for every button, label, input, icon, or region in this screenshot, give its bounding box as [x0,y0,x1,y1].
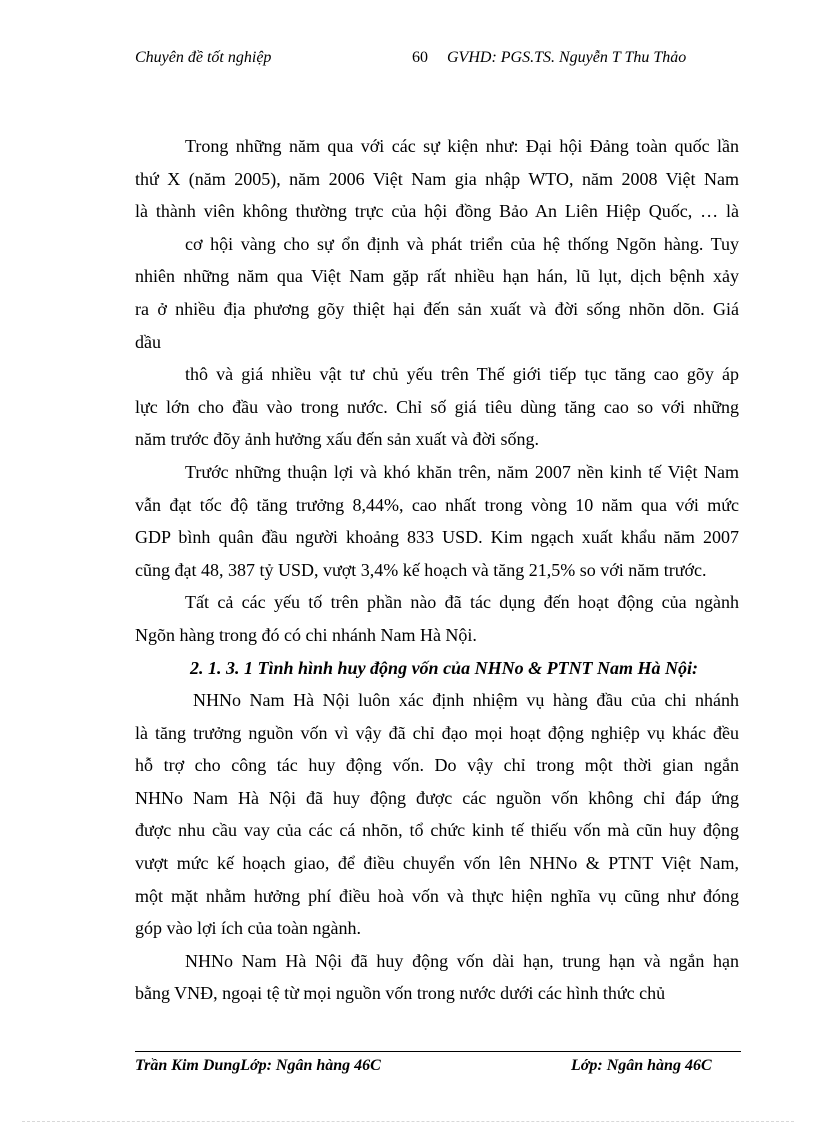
text-line: cũng đạt 48, 387 tỷ USD, vượt 3,4% kế hoạch và tăng 21,5% so với năm trước. [135,559,707,580]
text-line: vẫn đạt tốc độ tăng trưởng 8,44%, cao nhất trong vòng 10 năm qua với mức [135,494,739,515]
text-line: NHNo Nam Hà Nội đã huy động vốn dài hạn, trung hạn và ngắn hạn [185,950,739,971]
text-line: Trong những năm qua với các sự kiện như: Đại hội Đảng toàn quốc lần [185,136,739,156]
text-line: lực lớn cho đầu vào trong nước. Chỉ số giá tiêu dùng tăng cao so với những [135,396,739,417]
footer-class: Lớp: Ngân hàng 46C [571,1057,712,1074]
text-line: là thành viên không thường trực của hội đồng Bảo An Liên Hiệp Quốc, … là [135,201,739,222]
text-line: Tất cả các yếu tố trên phần nào đã tác dụng đến hoạt động của ngành [185,592,739,613]
text-line: NHNo Nam Hà Nội luôn xác định nhiệm vụ hàng đầu của chi nhánh [193,690,739,711]
footer-divider [135,1051,741,1052]
text-line: hỗ trợ cho công tác huy động vốn. Do vậy chỉ trong một thời gian ngắn [135,755,739,776]
text-line: NHNo Nam Hà Nội đã huy động được các nguồn vốn không chỉ đáp ứng [135,787,739,808]
text-line: năm trước đõy ảnh hưởng xấu đến sản xuất và đời sống. [135,429,539,450]
text-line: ra ở nhiều địa phương gõy thiệt hại đến sản xuất và đời sống nhõn dõn. Giá [135,298,739,319]
text-line: một mặt nhằm hưởng phí điều hoà vốn và thực hiện nghĩa vụ cũng như đóng [135,885,739,906]
page-number: 60 [412,49,428,66]
body-text [135,130,739,1010]
footer-author: Trần Kim DungLớp: Ngân hàng 46C [135,1057,381,1074]
text-line: GDP bình quân đầu người khoảng 833 USD. Kim ngạch xuất khẩu năm 2007 [135,527,739,548]
text-line: thứ X (năm 2005), năm 2006 Việt Nam gia nhập WTO, năm 2008 Việt Nam [135,168,739,189]
page-boundary [22,1121,794,1122]
text-line: cơ hội vàng cho sự ổn định và phát triển của hệ thống Ngõn hàng. Tuy [185,233,739,254]
text-line: là tăng trưởng nguồn vốn vì vậy đã chỉ đạo mọi hoạt động nghiệp vụ khác đều [135,722,739,743]
section-heading: 2. 1. 3. 1 Tình hình huy động vốn của NHNo & PTNT Nam Hà Nội: [190,657,699,678]
text-line: Ngõn hàng trong đó có chi nhánh Nam Hà Nội. [135,624,477,645]
text-line: bằng VNĐ, ngoại tệ từ mọi nguồn vốn trong nước dưới các hình thức chủ [135,983,666,1004]
text-line: Trước những thuận lợi và khó khăn trên, năm 2007 nền kinh tế Việt Nam [185,461,739,482]
text-line: được nhu cầu vay của các cá nhõn, tổ chức kinh tế thiếu vốn mà cũn huy động [135,820,739,841]
header-advisor: GVHD: PGS.TS. Nguyễn T Thu Thảo [447,49,687,66]
text-line: dầu [135,331,161,352]
text-line: nhiên những năm qua Việt Nam gặp rất nhiều hạn hán, lũ lụt, dịch bệnh xảy [135,266,739,287]
text-line: thô và giá nhiều vật tư chủ yếu trên Thế giới tiếp tục tăng cao gõy áp [185,364,739,385]
text-line: góp vào lợi ích của toàn ngành. [135,918,361,939]
header-title: Chuyên đề tốt nghiệp [135,49,272,66]
text-line: vượt mức kế hoạch giao, để điều chuyển vốn lên NHNo & PTNT Việt Nam, [135,853,739,874]
